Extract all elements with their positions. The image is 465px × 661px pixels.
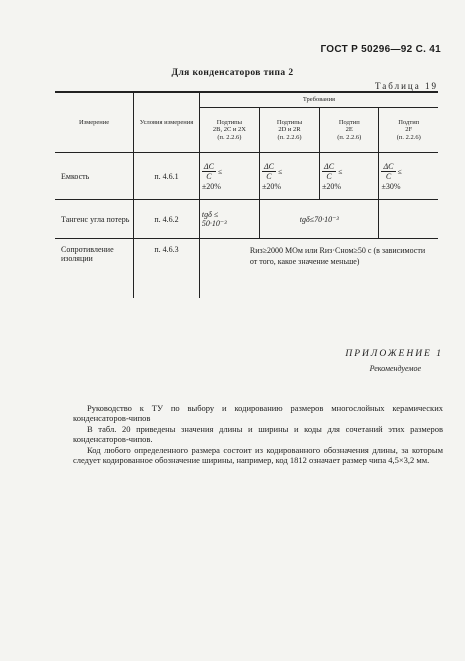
table-row-loss-tangent [55,200,438,239]
loss-tangent-2b: tgδ ≤ 50·10⁻³ [199,200,259,239]
col-header-subtype-2e: Подтип 2Е (п. 2.2.6) [320,108,379,153]
capacitance-tolerance-2d: $\frac{\Delta C}{C}$ ≤ ±20% [259,153,319,200]
row-condition-capacitance: п. 4.6.1 [134,153,200,200]
table-subtitle: Для конденсаторов типа 2 [171,68,294,78]
row-condition-loss-tangent: п. 4.6.2 [134,200,200,239]
appendix-paragraph-3: Код любого определенного размера состоит из кодированного обозначения длины, за которым следует кодированное обозначение ширины, например, код 1812 означает размер чипа 4,5×3,2 мм. [73,445,443,466]
running-header: ГОСТ Р 50296—92 С. 41 [320,44,441,55]
row-condition-insulation: п. 4.6.3 [134,239,200,299]
requirements-table [55,91,438,298]
row-label-capacitance: Емкость [61,171,90,181]
table-row-insulation [55,239,438,299]
row-label-insulation: Сопротивление изоляции [55,239,134,299]
appendix-title: ПРИЛОЖЕНИЕ 1 [345,349,443,359]
appendix-paragraph-2: В табл. 20 приведены значения длины и ширины и коды для сочетаний этих размеров конденсаторов-чипов. [73,424,443,445]
insulation-requirement: Rиз≥2000 МОм или Rиз·Cном≥50 с (в зависимости от того, какое значение меньше) [199,239,438,299]
col-header-subtype-2b: Подтипы 2В, 2С и 2Х (п. 2.2.6) [199,108,259,153]
appendix-note: Рекомендуемое [369,364,421,373]
col-header-requirements: Требования [199,92,438,108]
col-header-subtype-2f: Подтип 2F (п. 2.2.6) [379,108,438,153]
loss-tangent-2d-2e: tgδ≤70·10⁻³ [259,200,379,239]
row-label-loss-tangent: Тангенс угла потерь [55,200,134,239]
col-header-subtype-2d: Подтипы 2D и 2R (п. 2.2.6) [259,108,319,153]
col-header-measurement: Измерение [55,92,134,153]
capacitance-tolerance-2e: $\frac{\Delta C}{C}$ ≤ ±20% [320,153,379,200]
loss-tangent-2f [379,200,438,239]
capacitance-tolerance-2f: $\frac{\Delta C}{C}$ ≤ ±30% [379,153,438,200]
capacitance-tolerance-2b: $\frac{\Delta C}{C}$ ≤ ±20% [201,161,223,191]
table-number: Таблица 19 [375,81,438,91]
table-row-capacitance [55,153,438,200]
col-header-conditions: Условия измерения [134,92,200,153]
appendix-paragraph-1: Руководство к ТУ по выбору и кодированию размеров многослойных керамических конденсаторов-чипов [73,403,443,424]
